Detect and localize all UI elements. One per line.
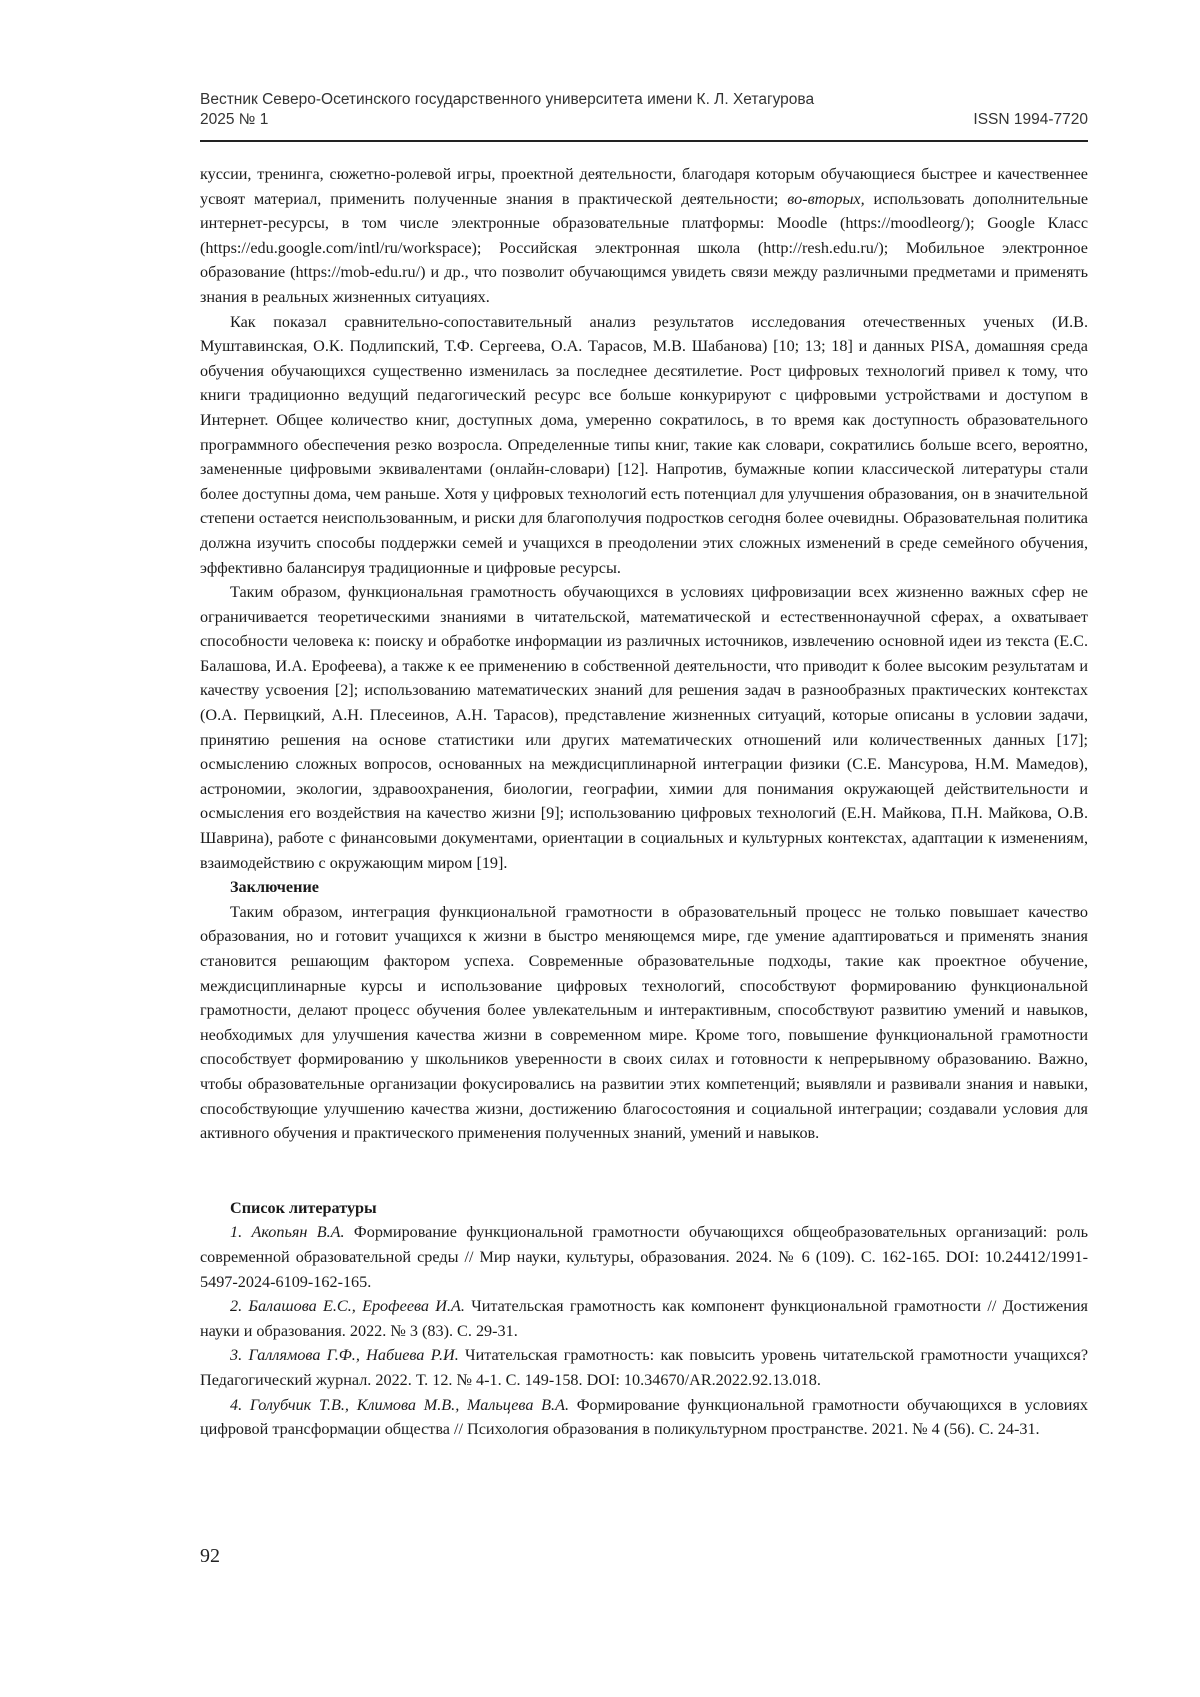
emphasis: во-вторых, — [787, 189, 865, 208]
reference-item: 1. Акопьян В.А. Формирование функциональной грамотности обучающихся общеобразовательных организаций: роль современной образовательной среды // Мир науки, культуры, образования. 2024. № 6 (109). С. 162-165. DOI: 10.24412/1991-5497-2024-6109-162-165. — [200, 1223, 1088, 1291]
running-header — [200, 90, 1088, 130]
issn: ISSN 1994-7720 — [973, 111, 1088, 128]
page-number: 92 — [200, 1545, 220, 1567]
reference-item: 2. Балашова Е.С., Ерофеева И.А. Читательская грамотность как компонент функциональной грамотности // Достижения науки и образования. 2022. № 3 (83). С. 29-31. — [200, 1297, 1088, 1340]
paragraph: Таким образом, функциональная грамотность обучающихся в условиях цифровизации всех жизненно важных сфер не ограничивается теоретическими знаниями в читательской, математической и естественнонаучной сферах, а охватывает способности человека к: поиску и обработке информации из различных источников, извлечению основной идеи из текста (Е.С. Балашова, И.А. Ерофеева), а также к ее применению в собственной деятельности, что приводит к более высоким результатам и качеству усвоения [2]; использованию математических знаний для решения задач в разнообразных практических контекстах (О.А. Первицкий, А.Н. Плесеинов, А.Н. Тарасов), представление жизненных ситуаций, которые описаны в условии задачи, принятию решения на основе статистики или других математических отношений или количественных данных [17]; осмыслению сложных вопросов, основанных на междисциплинарной интеграции физики (С.Е. Мансурова, Н.М. Мамедов), астрономии, экологии, здравоохранения, биологии, географии, химии для понимания окружающей действительности и осмысления его воздействия на качество жизни [9]; использованию цифровых технологий (Е.Н. Майкова, П.Н. Майкова, О.В. Шаврина), работе с финансовыми документами, ориентации в социальных и культурных контекстах, адаптации к изменениям, взаимодействию с окружающим миром [19]. — [200, 583, 1088, 872]
reference-authors: 2. Балашова Е.С., Ерофеева И.А. — [230, 1297, 465, 1316]
section-heading: Заключение — [230, 878, 319, 897]
reference-authors: 4. Голубчик Т.В., Климова М.В., Мальцева В.А. — [230, 1395, 570, 1414]
reference-authors: 3. Галлямова Г.Ф., Набиева Р.И. — [230, 1346, 459, 1365]
header-rule — [200, 140, 1088, 142]
issue-number: 2025 № 1 — [200, 111, 269, 128]
paragraph: куссии, тренинга, сюжетно-ролевой игры, проектной деятельности, благодаря которым обучающиеся быстрее и качественнее усвоят материал, применить полученные знания в практической деятельности; во-вторых, использовать дополнительные интернет-ресурсы, в том числе электронные образовательные платформы: Moodle (https://moodleorg/); Google Класс (https://edu.google.com/intl/ru/workspace); Российская электронная школа (http://resh.edu.ru/); Мобильное электронное образование (https://mob-edu.ru/) и др., что позволит обучающимся увидеть связи между различными предметами и применять знания в реальных жизненных ситуациях. — [200, 165, 1088, 306]
article-body — [200, 162, 1088, 1442]
conclusion-paragraph: Таким образом, интеграция функциональной грамотности в образовательный процесс не только повышает качество образования, но и готовит учащихся к жизни в быстро меняющемся мире, где умение адаптироваться и применять знания становится решающим фактором успеха. Современные образовательные подходы, такие как проектное обучение, междисциплинарные курсы и использование цифровых технологий, способствуют формированию функциональной грамотности, делают процесс обучения более увлекательным и интерактивным, способствуют развитию умений и навыков, необходимых для улучшения качества жизни в современном мире. Кроме того, повышение функциональной грамотности способствует формированию у школьников уверенности в своих силах и готовности к непрерывному образованию. Важно, чтобы образовательные организации фокусировались на развитии этих компетенций; выявляли и развивали знания и навыки, способствующие улучшению качества жизни, достижению благосостояния и социальной интеграции; создавали условия для активного обучения и практического применения полученных знаний, умений и навыков. — [200, 902, 1088, 1143]
references-heading: Список литературы — [230, 1198, 377, 1217]
reference-item: 3. Галлямова Г.Ф., Набиева Р.И. Читательская грамотность: как повысить уровень читательской грамотности учащихся? Педагогический журнал. 2022. Т. 12. № 4-1. С. 149-158. DOI: 10.34670/AR.2022.92.13.018. — [200, 1346, 1089, 1389]
paragraph: Как показал сравнительно-сопоставительный анализ результатов исследования отечественных ученых (И.В. Муштавинская, О.К. Подлипский, Т.Ф. Сергеева, О.А. Тарасов, М.В. Шабанова) [10; 13; 18] и данных PISA, домашняя среда обучения обучающихся существенно изменилась за последнее десятилетие. Рост цифровых технологий привел к тому, что книги традиционно ведущий педагогический ресурс все больше конкурируют с цифровыми устройствами и доступом в Интернет. Общее количество книг, доступных дома, умеренно сократилось, в то время как доступность образовательного программного обеспечения резко возросла. Определенные типы книг, такие как словари, сократились больше всего, вероятно, замененные цифровыми эквивалентами (онлайн-словари) [12]. Напротив, бумажные копии классической литературы стали более доступны дома, чем раньше. Хотя у цифровых технологий есть потенциал для улучшения образования, он в значительной степени остается неиспользованным, и риски для благополучия подростков сегодня более очевидны. Образовательная политика должна изучить способы поддержки семей и учащихся в преодолении этих сложных изменений в среде семейного обучения, эффективно балансируя традиционные и цифровые ресурсы. — [200, 312, 1088, 577]
reference-item: 4. Голубчик Т.В., Климова М.В., Мальцева В.А. Формирование функциональной грамотности обучающихся в условиях цифровой трансформации общества // Психология образования в поликультурном пространстве. 2021. № 4 (56). С. 24-31. — [200, 1395, 1088, 1439]
journal-title: Вестник Северо-Осетинского государственного университета имени К. Л. Хетагурова — [200, 91, 815, 108]
reference-authors: 1. Акопьян В.А. — [230, 1223, 345, 1242]
